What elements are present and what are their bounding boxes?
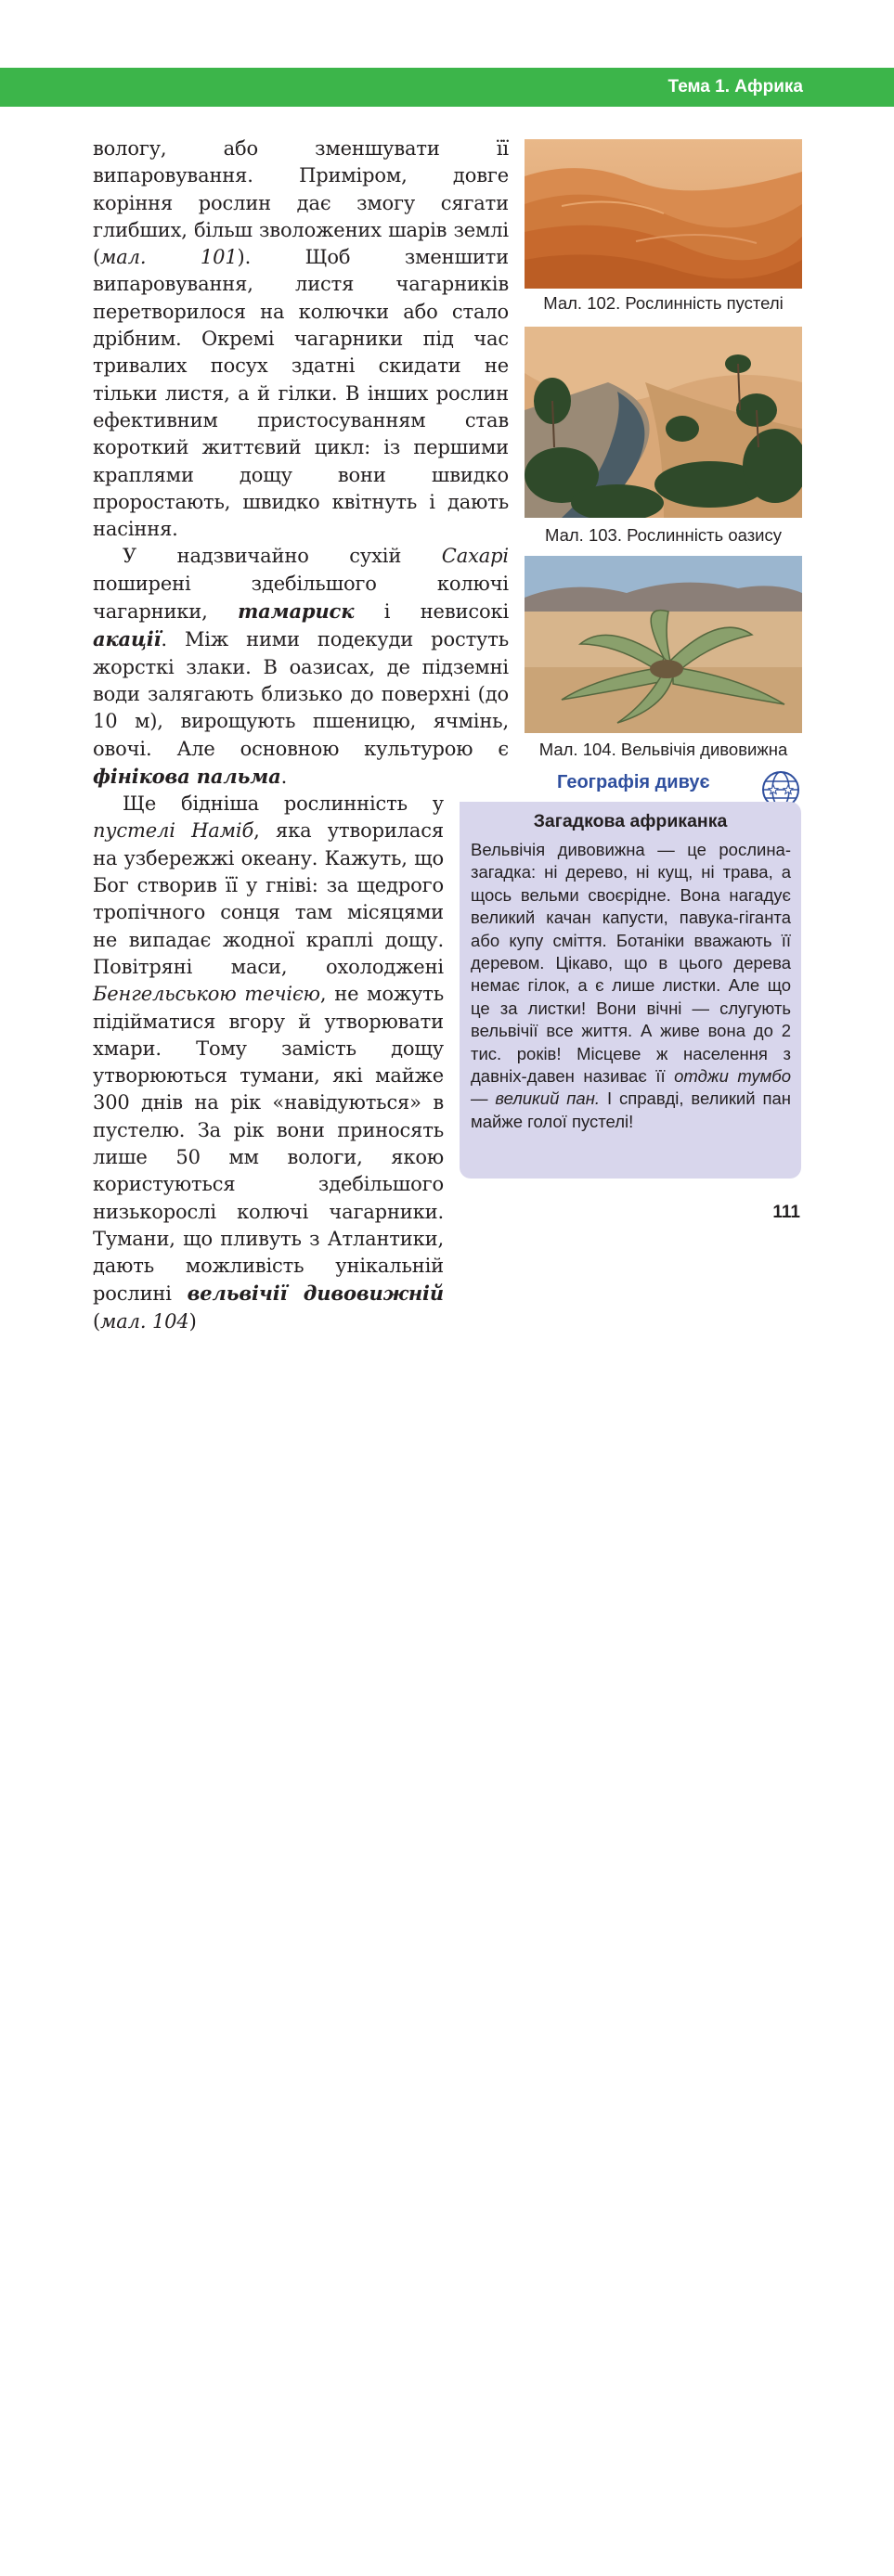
text-span: . Між ними подекуди ростуть жорсткі злаки. В оазисах, де підземні води залягають близько до поверхні (до 10 м), вирощують пшеницю, ячмінь, овочі. Але основною культурою є	[93, 628, 509, 760]
term-namib: пустелі Наміб	[93, 819, 254, 843]
sidebar-label: Географія дивує	[557, 772, 710, 792]
text-span: вологу, або зменшувати її випаровування. Приміром, довге коріння рослин дає змогу сягати глибших, більш зволожених шарів землі (	[93, 137, 509, 269]
topic-title: Тема 1. Африка	[667, 77, 803, 97]
text-span: І справді, великий пан майже голої пустелі!	[471, 1088, 791, 1131]
page-number: 111	[772, 1203, 800, 1222]
photo-oasis	[525, 327, 802, 518]
text-span: )	[188, 1309, 197, 1333]
text-span: (	[93, 1309, 101, 1333]
text-span: Вельвічія дивовижна — це рослина-загадка: ні дерево, ні кущ, ні трава, а щось вельми своєрідне. Вона нагадує великий качан капусти, павука-гіганта або купу сміття. Ботаніки вважають її деревом. Цікаво, що в цього дерева немає гілок, а є лише листки. Але що це за листки! Вони вічні — слугують вельвічії все життя. А живе вона до 2 тис. років! Місцеве ж населення з давніх-давен називає її	[471, 840, 791, 1087]
text-span: ). Щоб зменшити випаровування, листя чагарників перетворилося на колючки або стало дрібним. Окремі чагарники під час тривалих посух здатні скидати не тільки листя, а й гілки. В інших рослин ефективним пристосуванням став короткий життєвий цикл: із першими краплями дощу вони швидко проростають, швидко квітнуть і дають насіння.	[93, 246, 509, 541]
text-span: , не можуть підійматися вгору й утворювати хмари. Тому замість дощу утворюються тумани, які майже 300 днів на рік «навідуються» в пустелю. За рік вони приносять лише 50 мм вологи, якою користуються здебільшого низькорослі колючі чагарники. Тумани, що пливуть з Атлантики, дають можливість унікальній рослині	[93, 983, 444, 1306]
term-welwitschia: вельвічії дивовижній	[187, 1282, 444, 1306]
sidebar-text	[471, 839, 791, 1133]
sidebar-title: Загадкова африканка	[533, 811, 728, 831]
term-acacia: акації	[93, 627, 162, 651]
desert-dunes-image	[525, 139, 802, 289]
photo-welwitschia	[525, 556, 802, 733]
term-sahara: Сахарі	[441, 545, 509, 568]
text-span: У надзвичайно сухій	[123, 545, 442, 568]
paragraph-2	[93, 543, 509, 791]
figure-ref-104: мал. 104	[100, 1309, 189, 1333]
caption-fig-103: Мал. 103. Рослинність оазису	[544, 525, 783, 545]
paragraph-1	[93, 135, 509, 543]
text-span: .	[280, 765, 288, 788]
welwitschia-image	[525, 556, 802, 733]
caption-fig-104: Мал. 104. Вельвічія дивовижна	[538, 740, 788, 759]
term-date-palm: фінікова пальма	[93, 764, 281, 788]
text-span: Ще бідніша рослинність у	[123, 792, 444, 816]
header-bar	[0, 68, 894, 107]
term-tamarisk: тамариск	[238, 599, 355, 624]
caption-fig-102: Мал. 102. Рослинність пустелі	[543, 293, 784, 313]
oasis-image	[525, 327, 802, 518]
term-benguela-current: Бенгельською течією	[93, 983, 320, 1006]
text-span: , яка утворилася на узбережжі океану. Кажуть, що Бог створив її у гніві: за щедрого тропічного сонця там місяцями не випадає жодної краплі дощу. Повітряні маси, охолоджені	[93, 819, 444, 978]
local-name: отджи тумбо — великий пан.	[471, 1066, 791, 1109]
sidebar-box	[460, 802, 801, 1179]
photo-desert	[525, 139, 802, 289]
figure-ref-101: мал. 101	[100, 246, 238, 269]
text-span: поширені здебільшого колючі чагарники,	[93, 572, 509, 624]
main-text-top	[93, 135, 509, 2576]
text-span: і невисокі	[354, 600, 510, 624]
